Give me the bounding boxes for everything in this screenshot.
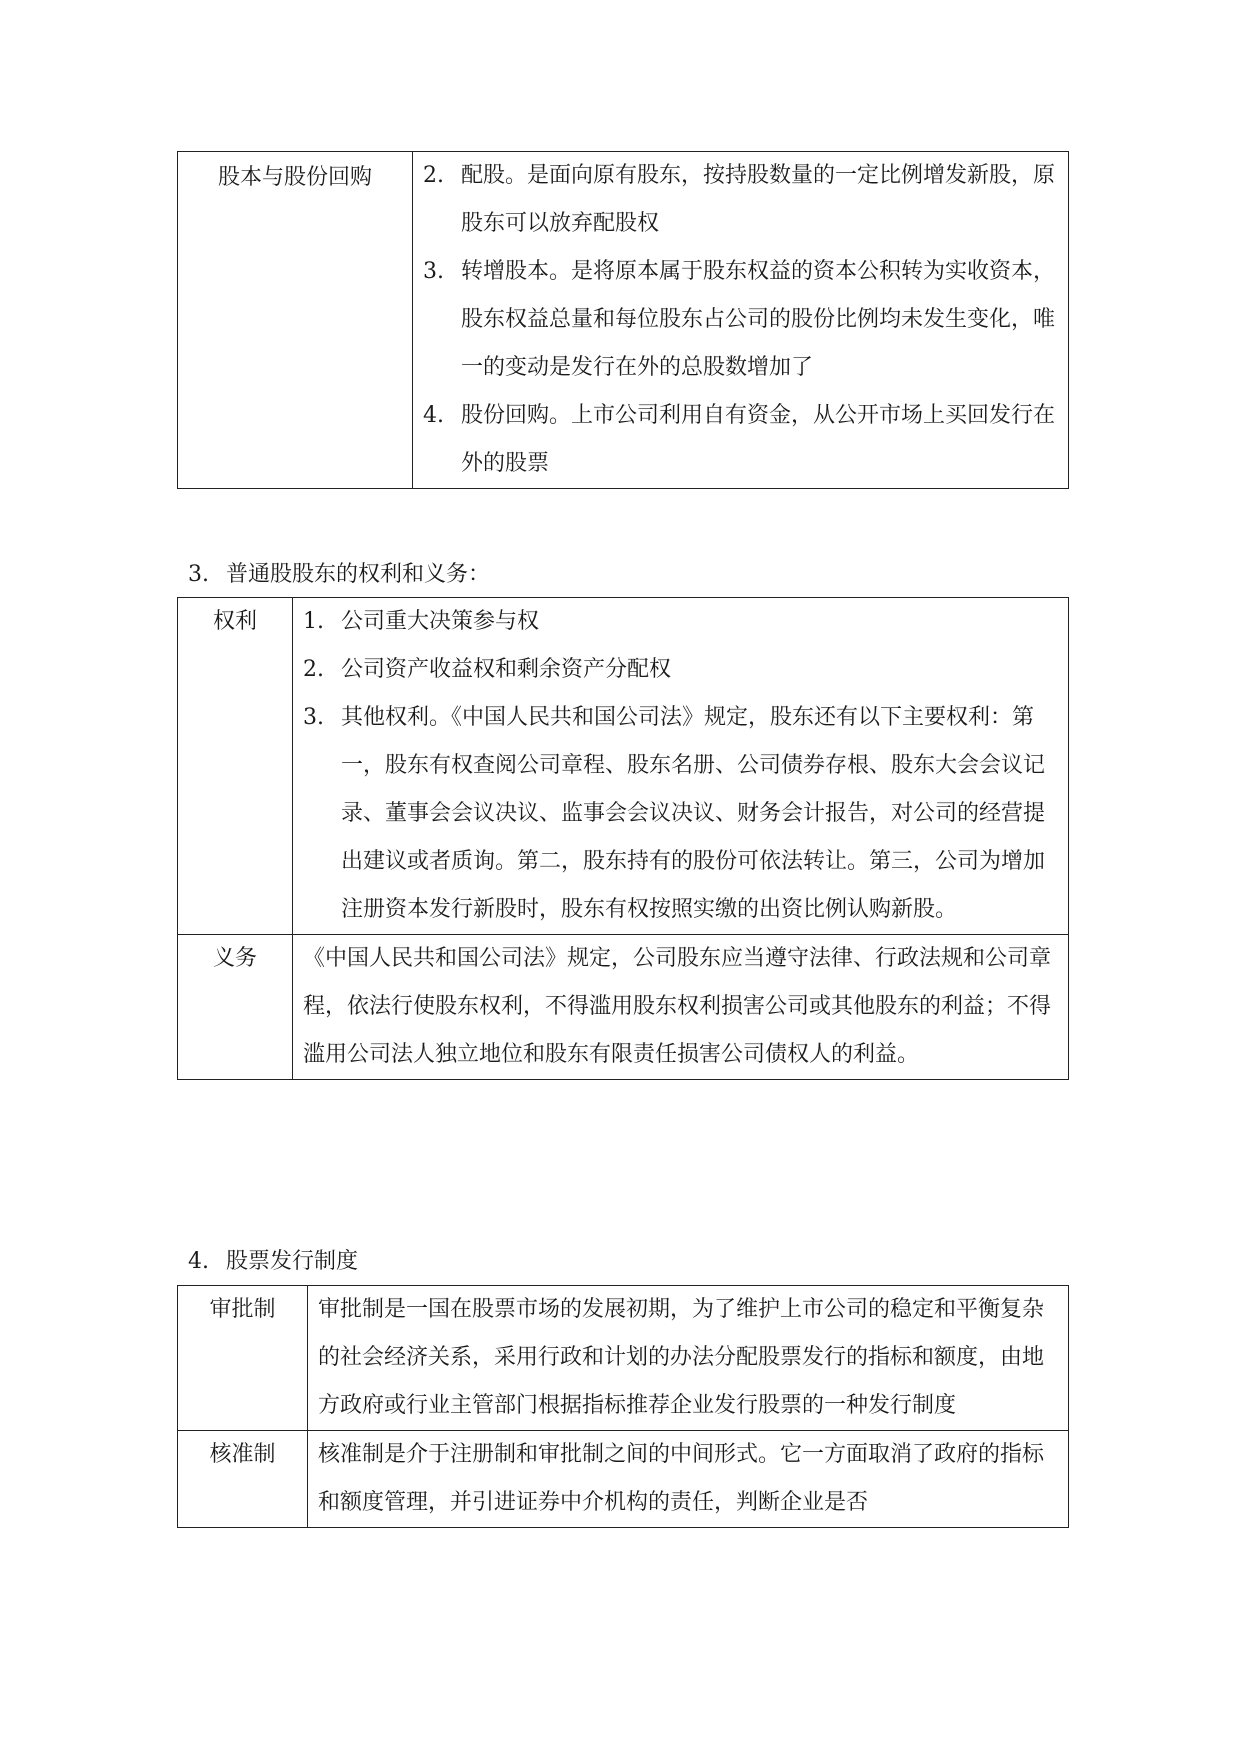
issuance-system-table [177, 1285, 1069, 1528]
row-content [413, 152, 1069, 489]
heading-title: 普通股股东的权利和义务： [226, 562, 491, 587]
list-item [423, 152, 1058, 248]
list-item [423, 248, 1058, 392]
item-number: 2. [423, 163, 444, 188]
row-content: 核准制是介于注册制和审批制之间的中间形式。它一方面取消了政府的指标和额度管理，并引进证券中介机构的责任，判断企业是否 [308, 1431, 1069, 1528]
list-item [303, 646, 1058, 694]
row-label: 股本与股份回购 [178, 152, 413, 489]
table-row [178, 598, 1069, 935]
item-number: 2. [303, 657, 324, 682]
item-number: 4. [423, 403, 444, 428]
section-heading [188, 551, 490, 599]
list-item [423, 392, 1058, 488]
list-item [303, 694, 1058, 934]
row-content: 审批制是一国在股票市场的发展初期，为了维护上市公司的稳定和平衡复杂的社会经济关系，采用行政和计划的办法分配股票发行的指标和额度，由地方政府或行业主管部门根据指标推荐企业发行股票的一种发行制度 [308, 1286, 1069, 1431]
item-number: 1. [303, 609, 324, 634]
row-label: 权利 [178, 598, 293, 935]
shareholder-rights-table [177, 597, 1069, 1080]
item-text: 股份回购。上市公司利用自有资金，从公开市场上买回发行在外的股票 [461, 403, 1056, 476]
item-number: 3. [303, 705, 324, 730]
item-text: 公司重大决策参与权 [341, 609, 540, 634]
item-text: 公司资产收益权和剩余资产分配权 [341, 657, 672, 682]
table-row [178, 935, 1069, 1080]
row-label: 义务 [178, 935, 293, 1080]
row-label: 审批制 [178, 1286, 308, 1431]
list-item [303, 598, 1058, 646]
table-row [178, 1431, 1069, 1528]
item-number: 3. [423, 259, 444, 284]
row-label: 核准制 [178, 1431, 308, 1528]
item-text: 其他权利。《中国人民共和国公司法》规定，股东还有以下主要权利：第一，股东有权查阅公司章程、股东名册、公司债券存根、股东大会会议记录、董事会会议决议、监事会会议决议、财务会计报告，对公司的经营提出建议或者质询。第二，股东持有的股份可依法转让。第三，公司为增加注册资本发行新股时，股东有权按照实缴的出资比例认购新股。 [341, 705, 1046, 922]
heading-title: 股票发行制度 [226, 1249, 359, 1274]
heading-number: 3. [188, 562, 209, 587]
row-content: 《中国人民共和国公司法》规定，公司股东应当遵守法律、行政法规和公司章程，依法行使股东权利，不得滥用股东权利损害公司或其他股东的利益；不得滥用公司法人独立地位和股东有限责任损害公司债权人的利益。 [293, 935, 1069, 1080]
share-capital-table [177, 151, 1069, 489]
section-heading [188, 1238, 358, 1286]
table-row [178, 1286, 1069, 1431]
item-text: 配股。是面向原有股东，按持股数量的一定比例增发新股，原股东可以放弃配股权 [461, 163, 1056, 236]
row-content [293, 598, 1069, 935]
heading-number: 4. [188, 1249, 209, 1274]
table-row [178, 152, 1069, 489]
item-text: 转增股本。是将原本属于股东权益的资本公积转为实收资本，股东权益总量和每位股东占公司的股份比例均未发生变化，唯一的变动是发行在外的总股数增加了 [461, 259, 1056, 380]
